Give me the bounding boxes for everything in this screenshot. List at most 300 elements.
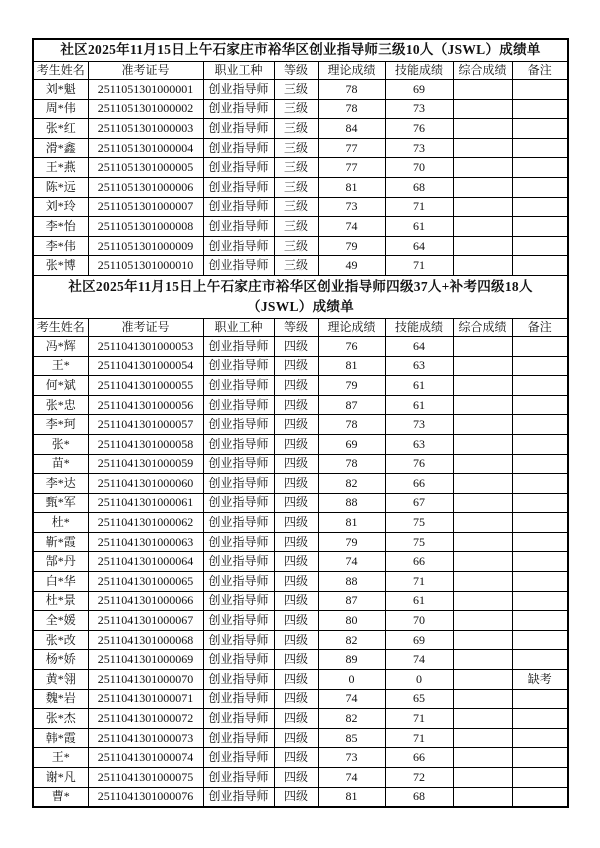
table-cell: 88	[318, 572, 385, 592]
column-header: 等级	[274, 318, 318, 336]
table-cell: 四级	[274, 513, 318, 533]
table-cell: 张*杰	[33, 709, 88, 729]
table-cell: 2511041301000071	[88, 689, 203, 709]
table-cell: 创业指导师	[203, 356, 274, 376]
table-cell: 2511041301000064	[88, 552, 203, 572]
table-cell: 四级	[274, 748, 318, 768]
table-cell	[512, 119, 568, 139]
table-cell: 2511041301000063	[88, 532, 203, 552]
table-row	[33, 474, 568, 494]
table-cell: 73	[318, 197, 385, 217]
table-row	[33, 217, 568, 237]
table-cell: 82	[318, 630, 385, 650]
table-cell: 曹*	[33, 787, 88, 807]
table-cell: 2511041301000058	[88, 434, 203, 454]
table-cell	[453, 768, 512, 788]
table-row	[33, 611, 568, 631]
table-cell: 李*伟	[33, 236, 88, 256]
table-row	[33, 236, 568, 256]
table-cell: 74	[318, 768, 385, 788]
table-cell: 谢*凡	[33, 768, 88, 788]
table-cell: 69	[385, 630, 453, 650]
table-cell	[453, 217, 512, 237]
column-header: 备注	[512, 62, 568, 80]
table-cell: 87	[318, 395, 385, 415]
column-header: 考生姓名	[33, 62, 88, 80]
table-cell: 创业指导师	[203, 689, 274, 709]
table-cell: 2511041301000053	[88, 336, 203, 356]
table-cell: 创业指导师	[203, 256, 274, 276]
table-cell: 71	[385, 728, 453, 748]
table-cell	[453, 356, 512, 376]
table-cell	[512, 728, 568, 748]
table-cell: 杨*娇	[33, 650, 88, 670]
table-cell: 71	[385, 572, 453, 592]
table-cell	[512, 217, 568, 237]
table-cell	[453, 493, 512, 513]
table2-title-line2: （JSWL）成绩单	[247, 298, 355, 314]
table-cell: 61	[385, 591, 453, 611]
column-header: 准考证号	[88, 62, 203, 80]
table-cell	[453, 197, 512, 217]
table-cell: 创业指导师	[203, 728, 274, 748]
table-cell: 苗*	[33, 454, 88, 474]
table-cell	[512, 236, 568, 256]
table-cell: 创业指导师	[203, 138, 274, 158]
table-row	[33, 197, 568, 217]
column-header: 理论成绩	[318, 62, 385, 80]
table-row	[33, 670, 568, 690]
table-cell	[453, 395, 512, 415]
table-row	[33, 434, 568, 454]
table-row	[33, 177, 568, 197]
table-cell: 张*博	[33, 256, 88, 276]
table-cell: 68	[385, 787, 453, 807]
table-cell	[453, 709, 512, 729]
table-cell	[453, 138, 512, 158]
column-header: 技能成绩	[385, 62, 453, 80]
table-cell	[512, 474, 568, 494]
table-cell: 79	[318, 376, 385, 396]
table-cell: 三级	[274, 99, 318, 119]
table-cell: 2511041301000062	[88, 513, 203, 533]
table-cell: 创业指导师	[203, 552, 274, 572]
table-row	[33, 768, 568, 788]
table-cell: 四级	[274, 591, 318, 611]
table2-header-row	[33, 318, 568, 336]
table-cell	[512, 138, 568, 158]
table-cell	[453, 591, 512, 611]
table-cell: 四级	[274, 532, 318, 552]
table-cell	[512, 80, 568, 100]
table-cell	[512, 591, 568, 611]
table-cell: 66	[385, 748, 453, 768]
table-cell: 73	[385, 138, 453, 158]
table-cell	[512, 395, 568, 415]
table-cell: 全*媛	[33, 611, 88, 631]
table-cell: 66	[385, 552, 453, 572]
table-cell	[453, 513, 512, 533]
table-cell: 71	[385, 197, 453, 217]
table-cell: 2511041301000056	[88, 395, 203, 415]
table-cell	[512, 158, 568, 178]
table-cell: 创业指导师	[203, 415, 274, 435]
table-cell: 2511041301000060	[88, 474, 203, 494]
table-row	[33, 650, 568, 670]
table-cell: 63	[385, 434, 453, 454]
column-header: 理论成绩	[318, 318, 385, 336]
table-cell	[512, 552, 568, 572]
column-header: 综合成绩	[453, 62, 512, 80]
table-cell: 2511051301000010	[88, 256, 203, 276]
table-cell: 创业指导师	[203, 748, 274, 768]
table-cell: 李*珂	[33, 415, 88, 435]
table-cell: 73	[385, 415, 453, 435]
table-cell: 2511051301000003	[88, 119, 203, 139]
table-cell: 张*	[33, 434, 88, 454]
table-cell: 杜*	[33, 513, 88, 533]
table-cell: 四级	[274, 630, 318, 650]
table-cell: 创业指导师	[203, 99, 274, 119]
table-cell: 创业指导师	[203, 611, 274, 631]
table1-title-row	[33, 39, 568, 62]
table-cell: 张*改	[33, 630, 88, 650]
table-cell: 63	[385, 356, 453, 376]
table-cell: 四级	[274, 689, 318, 709]
table-cell	[453, 728, 512, 748]
table-cell: 四级	[274, 670, 318, 690]
table-cell: 三级	[274, 158, 318, 178]
table-cell: 2511041301000072	[88, 709, 203, 729]
table-cell: 2511041301000054	[88, 356, 203, 376]
table-cell: 创业指导师	[203, 119, 274, 139]
table-cell	[453, 630, 512, 650]
table-cell: 81	[318, 356, 385, 376]
table-cell	[453, 552, 512, 572]
table-cell: 78	[318, 99, 385, 119]
table-cell: 76	[318, 336, 385, 356]
table-cell: 四级	[274, 552, 318, 572]
table-cell	[512, 532, 568, 552]
table-row	[33, 787, 568, 807]
table-cell: 64	[385, 336, 453, 356]
table-cell: 缺考	[512, 670, 568, 690]
table-cell: 79	[318, 236, 385, 256]
table-cell: 创业指导师	[203, 454, 274, 474]
table-cell: 创业指导师	[203, 709, 274, 729]
table-cell: 2511041301000055	[88, 376, 203, 396]
table-cell: 创业指导师	[203, 650, 274, 670]
table-row	[33, 709, 568, 729]
table-cell: 李*达	[33, 474, 88, 494]
table-cell: 黄*翎	[33, 670, 88, 690]
column-header: 技能成绩	[385, 318, 453, 336]
table-cell: 2511041301000074	[88, 748, 203, 768]
table-cell: 四级	[274, 572, 318, 592]
table-cell	[512, 689, 568, 709]
table-cell: 三级	[274, 138, 318, 158]
table-cell	[453, 256, 512, 276]
table-cell	[453, 376, 512, 396]
table-row	[33, 493, 568, 513]
table-cell: 创业指导师	[203, 217, 274, 237]
table-row	[33, 630, 568, 650]
table-cell: 创业指导师	[203, 177, 274, 197]
table-cell: 2511051301000008	[88, 217, 203, 237]
table-cell: 何*斌	[33, 376, 88, 396]
table-cell: 75	[385, 532, 453, 552]
table-cell: 82	[318, 709, 385, 729]
table-cell: 61	[385, 217, 453, 237]
table-cell: 2511051301000005	[88, 158, 203, 178]
table-cell: 创业指导师	[203, 376, 274, 396]
table-cell: 创业指导师	[203, 395, 274, 415]
table-cell: 三级	[274, 256, 318, 276]
table-cell: 2511041301000061	[88, 493, 203, 513]
table-cell: 四级	[274, 336, 318, 356]
table-row	[33, 748, 568, 768]
table-cell: 61	[385, 395, 453, 415]
table-cell: 65	[385, 689, 453, 709]
table-cell: 82	[318, 474, 385, 494]
table-cell: 64	[385, 236, 453, 256]
table-row	[33, 454, 568, 474]
table-cell: 67	[385, 493, 453, 513]
table-row	[33, 728, 568, 748]
table-cell: 创业指导师	[203, 434, 274, 454]
table-cell: 四级	[274, 787, 318, 807]
table-cell	[512, 376, 568, 396]
table-cell	[453, 236, 512, 256]
table-cell: 87	[318, 591, 385, 611]
table-cell: 四级	[274, 768, 318, 788]
column-header: 考生姓名	[33, 318, 88, 336]
table-cell: 2511041301000073	[88, 728, 203, 748]
table-cell: 四级	[274, 728, 318, 748]
table-cell	[512, 197, 568, 217]
table-cell: 四级	[274, 415, 318, 435]
table-cell: 白*华	[33, 572, 88, 592]
table-cell: 创业指导师	[203, 630, 274, 650]
table-row	[33, 336, 568, 356]
table-cell	[453, 650, 512, 670]
table-cell	[512, 336, 568, 356]
table-row	[33, 119, 568, 139]
table-cell: 王*燕	[33, 158, 88, 178]
table-cell	[512, 768, 568, 788]
table-cell: 四级	[274, 493, 318, 513]
table-cell: 2511051301000004	[88, 138, 203, 158]
table-cell	[453, 748, 512, 768]
table-cell: 79	[318, 532, 385, 552]
table-row	[33, 513, 568, 533]
table-cell: 三级	[274, 217, 318, 237]
table-cell: 0	[385, 670, 453, 690]
table-cell: 2511051301000009	[88, 236, 203, 256]
table-cell: 73	[385, 99, 453, 119]
table-cell	[512, 434, 568, 454]
table-cell: 81	[318, 513, 385, 533]
table-row	[33, 395, 568, 415]
table-cell: 78	[318, 415, 385, 435]
table-cell: 四级	[274, 650, 318, 670]
table-cell: 靳*霞	[33, 532, 88, 552]
table-cell: 89	[318, 650, 385, 670]
table-cell: 2511041301000065	[88, 572, 203, 592]
table-cell	[453, 336, 512, 356]
table-cell: 四级	[274, 709, 318, 729]
table-cell	[512, 256, 568, 276]
table-cell: 75	[385, 513, 453, 533]
table2-title	[33, 275, 568, 318]
table-cell: 创业指导师	[203, 591, 274, 611]
table-cell: 70	[385, 611, 453, 631]
table-cell: 2511041301000075	[88, 768, 203, 788]
column-header: 职业工种	[203, 62, 274, 80]
table-cell	[512, 748, 568, 768]
table-cell	[453, 99, 512, 119]
table-cell: 创业指导师	[203, 572, 274, 592]
table-cell: 魏*岩	[33, 689, 88, 709]
table-cell: 韩*霞	[33, 728, 88, 748]
table-cell	[453, 415, 512, 435]
table-cell: 四级	[274, 395, 318, 415]
table-cell: 84	[318, 119, 385, 139]
table-cell: 73	[318, 748, 385, 768]
table1-header-row	[33, 62, 568, 80]
table-cell	[512, 709, 568, 729]
table-cell	[512, 454, 568, 474]
table-cell: 74	[385, 650, 453, 670]
table-cell: 2511041301000070	[88, 670, 203, 690]
table-cell: 78	[318, 454, 385, 474]
table-cell: 2511051301000001	[88, 80, 203, 100]
table-cell: 2511041301000066	[88, 591, 203, 611]
table2-title-line1: 社区2025年11月15日上午石家庄市裕华区创业指导师四级37人+补考四级18人	[68, 278, 533, 294]
table-cell: 四级	[274, 434, 318, 454]
table-row	[33, 138, 568, 158]
table-cell: 郜*丹	[33, 552, 88, 572]
table-cell: 2511051301000007	[88, 197, 203, 217]
table-cell	[512, 630, 568, 650]
table-cell	[453, 177, 512, 197]
table-cell	[453, 474, 512, 494]
table-cell: 杜*景	[33, 591, 88, 611]
table-row	[33, 415, 568, 435]
table-cell	[512, 513, 568, 533]
table-cell: 四级	[274, 356, 318, 376]
table-cell: 2511051301000002	[88, 99, 203, 119]
column-header: 等级	[274, 62, 318, 80]
table-cell: 0	[318, 670, 385, 690]
table-row	[33, 99, 568, 119]
table-cell: 创业指导师	[203, 768, 274, 788]
table-cell: 三级	[274, 80, 318, 100]
table-cell: 张*红	[33, 119, 88, 139]
table-cell: 刘*玲	[33, 197, 88, 217]
table-cell: 张*忠	[33, 395, 88, 415]
table-cell: 创业指导师	[203, 197, 274, 217]
table-cell: 王*	[33, 356, 88, 376]
table-row	[33, 376, 568, 396]
column-header: 职业工种	[203, 318, 274, 336]
table-cell: 81	[318, 787, 385, 807]
table-cell: 85	[318, 728, 385, 748]
table-cell: 三级	[274, 236, 318, 256]
table-cell: 四级	[274, 611, 318, 631]
table-cell: 三级	[274, 197, 318, 217]
table-cell: 冯*辉	[33, 336, 88, 356]
table-cell: 76	[385, 119, 453, 139]
table-cell: 创业指导师	[203, 158, 274, 178]
table-cell: 70	[385, 158, 453, 178]
table-cell	[453, 787, 512, 807]
table-cell: 68	[385, 177, 453, 197]
table-cell	[453, 158, 512, 178]
table-cell	[512, 493, 568, 513]
table-cell: 甄*军	[33, 493, 88, 513]
table-cell: 滑*鑫	[33, 138, 88, 158]
table-cell: 2511041301000068	[88, 630, 203, 650]
table-cell: 78	[318, 80, 385, 100]
table-cell	[512, 177, 568, 197]
table-row	[33, 552, 568, 572]
table-cell	[512, 787, 568, 807]
table-cell: 创业指导师	[203, 474, 274, 494]
table-cell: 80	[318, 611, 385, 631]
table-cell: 四级	[274, 376, 318, 396]
table-cell	[512, 572, 568, 592]
table-row	[33, 356, 568, 376]
table-cell	[512, 611, 568, 631]
table-cell: 创业指导师	[203, 493, 274, 513]
table-cell: 81	[318, 177, 385, 197]
table-cell: 李*怡	[33, 217, 88, 237]
table-cell: 创业指导师	[203, 670, 274, 690]
table-cell: 66	[385, 474, 453, 494]
table-row	[33, 80, 568, 100]
table-cell: 71	[385, 256, 453, 276]
table-cell: 三级	[274, 119, 318, 139]
table-cell	[453, 454, 512, 474]
table-cell	[512, 99, 568, 119]
table-cell: 陈*远	[33, 177, 88, 197]
table-cell: 王*	[33, 748, 88, 768]
table-cell: 49	[318, 256, 385, 276]
table-cell	[453, 611, 512, 631]
table-row	[33, 572, 568, 592]
table-cell	[512, 650, 568, 670]
table-row	[33, 256, 568, 276]
table-row	[33, 591, 568, 611]
table-cell: 77	[318, 158, 385, 178]
table-cell: 74	[318, 552, 385, 572]
table-cell: 四级	[274, 474, 318, 494]
table-cell	[453, 572, 512, 592]
table-cell	[453, 119, 512, 139]
table-cell: 2511041301000059	[88, 454, 203, 474]
table-cell	[512, 356, 568, 376]
table-cell: 69	[385, 80, 453, 100]
column-header: 准考证号	[88, 318, 203, 336]
table-cell: 74	[318, 217, 385, 237]
table-cell: 三级	[274, 177, 318, 197]
table-cell: 71	[385, 709, 453, 729]
table-cell	[453, 434, 512, 454]
table-cell	[453, 670, 512, 690]
table-cell: 周*伟	[33, 99, 88, 119]
table-cell: 创业指导师	[203, 236, 274, 256]
